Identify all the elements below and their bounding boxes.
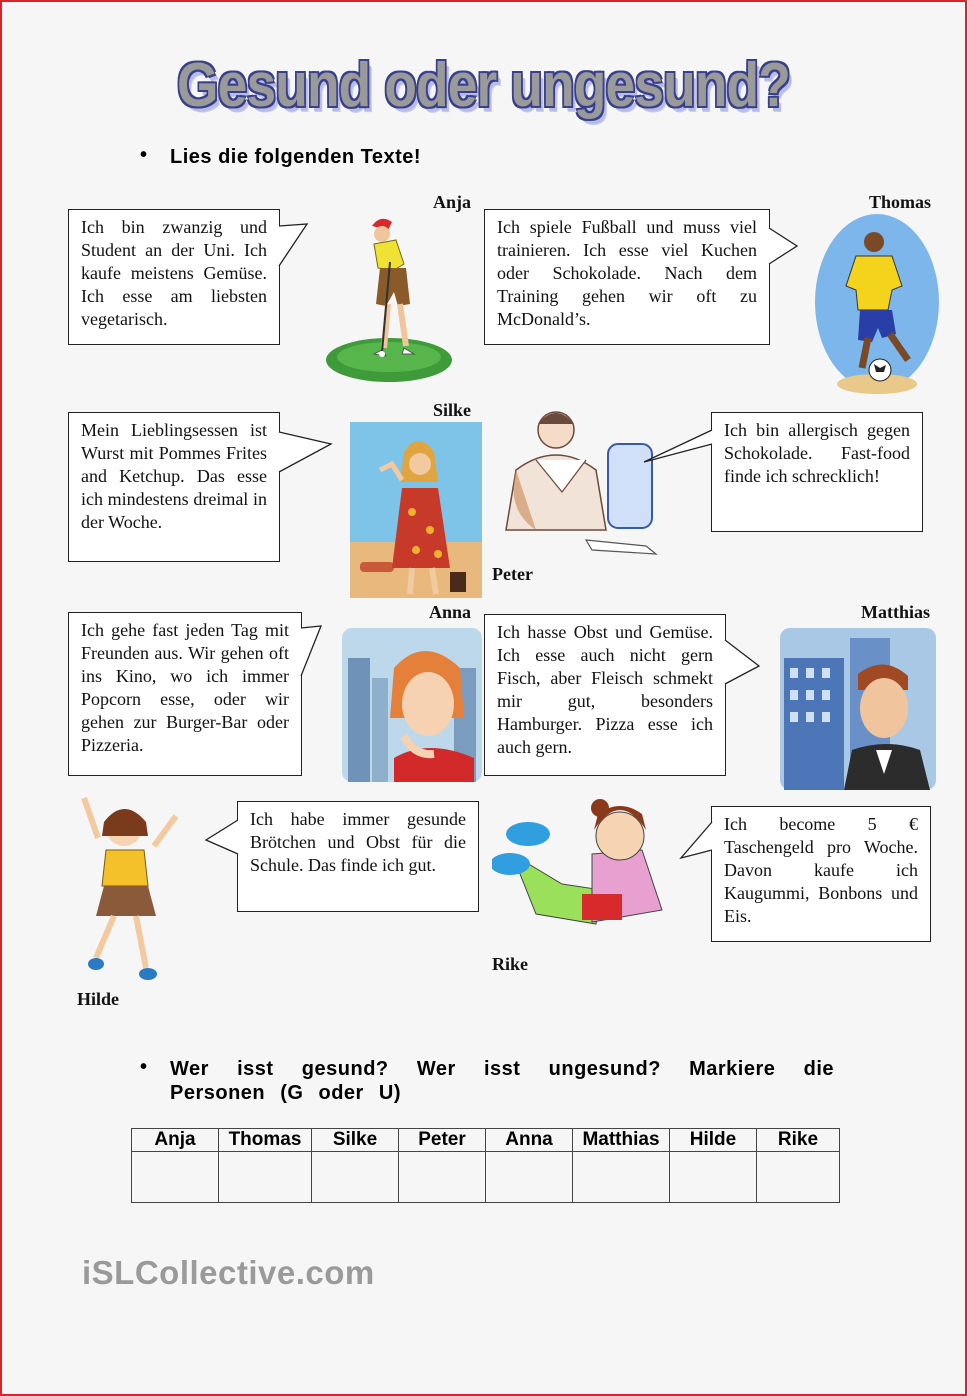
bubble-tail-rike [679,820,713,868]
bubble-tail-peter [644,426,714,466]
woman-beach-illustration [350,422,482,598]
speech-bubble-peter [711,412,923,532]
column-header-thomas: Thomas [219,1129,312,1152]
bubble-text-thomas: Ich spiele Fußball und muss viel trainieren. Ich esse viel Kuchen oder Schokolade. Nach dem Training gehen wir oft zu McDonald’s. [497,217,757,329]
name-label-hilde: Hilde [77,989,120,1009]
column-header-silke: Silke [312,1129,399,1152]
girl-cheering-illustration [74,792,186,988]
bubble-text-silke: Mein Lieblingsessen ist Wurst mit Pommes Frites and Ketchup. Das esse ich mindestens dreimal in der Woche. [81,420,267,532]
answer-cell-rike[interactable] [757,1152,840,1203]
woman-city-illustration [342,628,482,782]
instruction-mark: Wer isst gesund? Wer isst ungesund? Markiere die Personen (G oder U) [170,1058,834,1104]
name-label-peter: Peter [492,564,533,584]
speech-bubble-matthias [484,614,726,776]
bubble-tail-thomas [769,224,801,272]
column-header-anna: Anna [486,1129,573,1152]
golfer-illustration [324,212,454,384]
column-header-hilde: Hilde [670,1129,757,1152]
man-computer-illustration [496,400,666,560]
name-label-anna: Anna [429,602,472,622]
speech-bubble-anna [68,612,302,776]
bubble-text-hilde: Ich habe immer gesunde Brötchen und Obst für die Schule. Das finde ich gut. [250,809,466,875]
bubble-tail-hilde [204,818,239,858]
speech-bubble-hilde [237,801,479,912]
column-header-matthias: Matthias [573,1129,670,1152]
speech-bubble-anja [68,209,280,345]
answer-table-row [132,1152,840,1203]
bubble-tail-silke [279,428,335,476]
bubble-text-anja: Ich bin zwanzig und Student an der Uni. Ich kaufe meistens Gemüse. Ich esse am liebsten vegetarisch. [81,217,267,329]
soccer-player-illustration [814,214,940,400]
girl-lying-illustration [492,794,668,934]
bubble-tail-matthias [725,636,763,688]
bullet-marker-2: • [140,1056,148,1078]
bubble-text-rike: Ich become 5 € Taschengeld pro Woche. Davon kaufe ich Kaugummi, Bonbons und Eis. [724,814,918,926]
answer-cell-hilde[interactable] [670,1152,757,1203]
bubble-text-anna: Ich gehe fast jeden Tag mit Freunden aus. Wir gehen oft ins Kino, wo ich immer Popcorn esse, oder wir gehen zur Burger-Bar oder Pizzeria. [81,620,289,755]
speech-bubble-silke [68,412,280,562]
speech-bubble-rike [711,806,931,942]
bubble-tail-anja [279,222,311,270]
column-header-peter: Peter [399,1129,486,1152]
answer-table-header-row [132,1129,840,1152]
bubble-text-peter: Ich bin allergisch gegen Schokolade. Fast-food finde ich schrecklich! [724,420,910,486]
name-label-rike: Rike [492,954,528,974]
answer-cell-anna[interactable] [486,1152,573,1203]
islcollective-logo: iSLCollective.com [82,1254,375,1291]
bubble-tail-anna [301,624,325,680]
answer-table [131,1128,840,1203]
column-header-rike: Rike [757,1129,840,1152]
name-label-thomas: Thomas [869,192,932,212]
answer-cell-peter[interactable] [399,1152,486,1203]
worksheet-title: Gesund oder ungesund? [177,51,790,120]
answer-cell-anja[interactable] [132,1152,219,1203]
name-label-anja: Anja [433,192,472,212]
column-header-anja: Anja [132,1129,219,1152]
answer-cell-matthias[interactable] [573,1152,670,1203]
name-label-silke: Silke [433,400,472,420]
bubble-text-matthias: Ich hasse Obst und Gemüse. Ich esse auch nicht gern Fisch, aber Fleisch schmekt mir gut, besonders Hamburger. Pizza esse ich auch gern. [497,622,713,757]
speech-bubble-thomas [484,209,770,345]
name-label-matthias: Matthias [861,602,930,622]
bullet-marker: • [140,144,148,166]
answer-cell-silke[interactable] [312,1152,399,1203]
answer-cell-thomas[interactable] [219,1152,312,1203]
man-city-illustration [780,628,936,790]
instruction-read: Lies die folgenden Texte! [170,146,422,168]
